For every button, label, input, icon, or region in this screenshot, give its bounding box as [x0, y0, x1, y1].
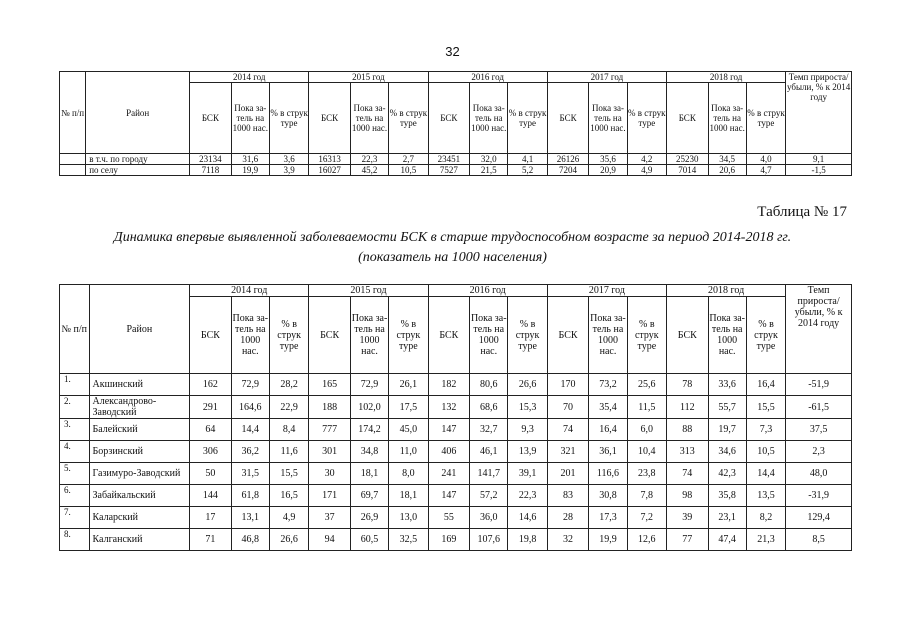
sub-header-structure-pct: % в струк туре	[508, 297, 547, 374]
cell-value: 132	[428, 396, 470, 419]
cell-value: 70	[547, 396, 589, 419]
row-number-empty	[60, 154, 86, 165]
sub-header-structure-pct: % в струк туре	[269, 297, 308, 374]
sub-header-per-1000: Пока за-тель на 1000 нас.	[231, 83, 269, 154]
sub-header-per-1000: Пока за-тель на 1000 нас.	[589, 297, 627, 374]
col-header-number: № п/п	[60, 285, 90, 374]
table-row	[60, 165, 852, 176]
growth-rate-value: 8,5	[786, 529, 852, 551]
cell-value: 69,7	[350, 485, 388, 507]
cell-value: 25230	[667, 154, 709, 165]
cell-value: 17,3	[589, 507, 627, 529]
cell-value: 174,2	[350, 419, 388, 441]
cell-value: 7,2	[627, 507, 666, 529]
table-16-continuation	[59, 71, 852, 176]
cell-value: 18,1	[350, 463, 388, 485]
cell-value: 14,4	[746, 463, 785, 485]
district-name: Калганский	[89, 529, 190, 551]
cell-value: 31,6	[231, 154, 269, 165]
cell-value: 60,5	[350, 529, 388, 551]
cell-value: 19,9	[231, 165, 269, 176]
col-header-year-0: 2014 год	[190, 285, 309, 297]
col-header-number: № п/п	[60, 72, 86, 154]
sub-header-structure-pct: % в струк туре	[269, 83, 308, 154]
cell-value: 4,1	[508, 154, 547, 165]
cell-value: 13,5	[746, 485, 785, 507]
cell-value: 291	[190, 396, 232, 419]
cell-value: 61,8	[231, 485, 269, 507]
row-number: 8.	[60, 529, 90, 551]
cell-value: 26,1	[389, 374, 428, 396]
cell-value: 55	[428, 507, 470, 529]
cell-value: 35,8	[708, 485, 746, 507]
cell-value: 777	[309, 419, 351, 441]
cell-value: 83	[547, 485, 589, 507]
cell-value: 30,8	[589, 485, 627, 507]
district-name: Борзинский	[89, 441, 190, 463]
cell-value: 13,9	[508, 441, 547, 463]
cell-value: 17	[190, 507, 232, 529]
col-header-year-3: 2017 год	[547, 285, 666, 297]
cell-value: 72,9	[231, 374, 269, 396]
col-header-growth-rate: Темп прироста/ убыли, % к 2014 году	[786, 72, 852, 154]
cell-value: 165	[309, 374, 351, 396]
sub-header-bsk: БСК	[667, 83, 709, 154]
sub-header-structure-pct: % в струк туре	[746, 297, 785, 374]
cell-value: 88	[667, 419, 709, 441]
table-row	[60, 485, 852, 507]
table-row	[60, 441, 852, 463]
sub-header-per-1000: Пока за-тель на 1000 нас.	[708, 297, 746, 374]
cell-value: 7014	[667, 165, 709, 176]
cell-value: 406	[428, 441, 470, 463]
cell-value: 94	[309, 529, 351, 551]
cell-value: 321	[547, 441, 589, 463]
sub-header-bsk: БСК	[667, 297, 709, 374]
cell-value: 47,4	[708, 529, 746, 551]
table-label: Таблица № 17	[757, 204, 847, 220]
cell-value: 22,9	[269, 396, 308, 419]
district-name: Акшинский	[89, 374, 190, 396]
district-name: по селу	[86, 165, 190, 176]
table-row	[60, 154, 852, 165]
sub-header-bsk: БСК	[428, 297, 470, 374]
cell-value: 35,6	[589, 154, 627, 165]
cell-value: 64	[190, 419, 232, 441]
sub-header-structure-pct: % в струк туре	[389, 83, 428, 154]
table-row	[60, 419, 852, 441]
sub-header-per-1000: Пока за-тель на 1000 нас.	[708, 83, 746, 154]
district-name: Газимуро-Заводский	[89, 463, 190, 485]
cell-value: 17,5	[389, 396, 428, 419]
cell-value: 71	[190, 529, 232, 551]
sub-header-structure-pct: % в струк туре	[389, 297, 428, 374]
cell-value: 77	[667, 529, 709, 551]
cell-value: 22,3	[350, 154, 388, 165]
cell-value: 32,5	[389, 529, 428, 551]
cell-value: 15,5	[746, 396, 785, 419]
cell-value: 23451	[428, 154, 470, 165]
cell-value: 144	[190, 485, 232, 507]
growth-rate-value: 48,0	[786, 463, 852, 485]
cell-value: 21,5	[470, 165, 508, 176]
cell-value: 102,0	[350, 396, 388, 419]
growth-rate-value: -1,5	[786, 165, 852, 176]
cell-value: 16027	[309, 165, 351, 176]
cell-value: 4,7	[746, 165, 785, 176]
sub-header-per-1000: Пока за-тель на 1000 нас.	[350, 297, 388, 374]
col-header-year-2: 2016 год	[428, 72, 547, 83]
row-number: 7.	[60, 507, 90, 529]
cell-value: 32,0	[470, 154, 508, 165]
table-row	[60, 374, 852, 396]
cell-value: 34,6	[708, 441, 746, 463]
cell-value: 162	[190, 374, 232, 396]
cell-value: 11,5	[627, 396, 666, 419]
cell-value: 16,4	[589, 419, 627, 441]
cell-value: 3,6	[269, 154, 308, 165]
growth-rate-value: 2,3	[786, 441, 852, 463]
cell-value: 73,2	[589, 374, 627, 396]
growth-rate-value: 37,5	[786, 419, 852, 441]
sub-header-bsk: БСК	[428, 83, 470, 154]
cell-value: 45,2	[350, 165, 388, 176]
cell-value: 36,2	[231, 441, 269, 463]
cell-value: 16,4	[746, 374, 785, 396]
cell-value: 16313	[309, 154, 351, 165]
cell-value: 147	[428, 485, 470, 507]
cell-value: 10,4	[627, 441, 666, 463]
col-header-district: Район	[86, 72, 190, 154]
cell-value: 188	[309, 396, 351, 419]
cell-value: 7,8	[627, 485, 666, 507]
sub-header-per-1000: Пока за-тель на 1000 нас.	[350, 83, 388, 154]
sub-header-per-1000: Пока за-тель на 1000 нас.	[470, 297, 508, 374]
cell-value: 4,9	[627, 165, 666, 176]
cell-value: 34,5	[708, 154, 746, 165]
table-row	[60, 507, 852, 529]
sub-header-structure-pct: % в струк туре	[627, 83, 666, 154]
cell-value: 11,0	[389, 441, 428, 463]
district-name: Каларский	[89, 507, 190, 529]
col-header-year-4: 2018 год	[667, 72, 786, 83]
cell-value: 20,6	[708, 165, 746, 176]
growth-rate-value: -31,9	[786, 485, 852, 507]
cell-value: 241	[428, 463, 470, 485]
cell-value: 74	[547, 419, 589, 441]
col-header-year-1: 2015 год	[309, 72, 428, 83]
cell-value: 7204	[547, 165, 589, 176]
district-name: Забайкальский	[89, 485, 190, 507]
cell-value: 10,5	[746, 441, 785, 463]
sub-header-bsk: БСК	[547, 83, 589, 154]
cell-value: 4,9	[269, 507, 308, 529]
cell-value: 26,6	[269, 529, 308, 551]
cell-value: 57,2	[470, 485, 508, 507]
cell-value: 10,5	[389, 165, 428, 176]
cell-value: 72,9	[350, 374, 388, 396]
row-number: 5.	[60, 463, 90, 485]
cell-value: 78	[667, 374, 709, 396]
cell-value: 147	[428, 419, 470, 441]
sub-header-per-1000: Пока за-тель на 1000 нас.	[231, 297, 269, 374]
cell-value: 7118	[190, 165, 232, 176]
sub-header-bsk: БСК	[547, 297, 589, 374]
table-row	[60, 396, 852, 419]
growth-rate-value: 129,4	[786, 507, 852, 529]
table-17	[59, 284, 852, 551]
cell-value: 26,6	[508, 374, 547, 396]
sub-header-bsk: БСК	[309, 297, 351, 374]
cell-value: 4,2	[627, 154, 666, 165]
cell-value: 46,1	[470, 441, 508, 463]
growth-rate-value: -51,9	[786, 374, 852, 396]
caption-line-1: Динамика впервые выявленной заболеваемости БСК в старше трудоспособном возрасте за период 2014-2018 гг.	[113, 230, 792, 245]
sub-header-structure-pct: % в струк туре	[508, 83, 547, 154]
cell-value: 15,5	[269, 463, 308, 485]
district-name: Балейский	[89, 419, 190, 441]
cell-value: 55,7	[708, 396, 746, 419]
row-number: 1.	[60, 374, 90, 396]
cell-value: 22,3	[508, 485, 547, 507]
sub-header-bsk: БСК	[190, 297, 232, 374]
cell-value: 46,8	[231, 529, 269, 551]
cell-value: 23134	[190, 154, 232, 165]
cell-value: 112	[667, 396, 709, 419]
row-number: 6.	[60, 485, 90, 507]
cell-value: 141,7	[470, 463, 508, 485]
cell-value: 50	[190, 463, 232, 485]
cell-value: 36,1	[589, 441, 627, 463]
cell-value: 13,0	[389, 507, 428, 529]
sub-header-bsk: БСК	[190, 83, 232, 154]
cell-value: 26126	[547, 154, 589, 165]
cell-value: 80,6	[470, 374, 508, 396]
cell-value: 116,6	[589, 463, 627, 485]
cell-value: 15,3	[508, 396, 547, 419]
cell-value: 35,4	[589, 396, 627, 419]
cell-value: 313	[667, 441, 709, 463]
cell-value: 2,7	[389, 154, 428, 165]
cell-value: 42,3	[708, 463, 746, 485]
cell-value: 4,0	[746, 154, 785, 165]
cell-value: 3,9	[269, 165, 308, 176]
cell-value: 34,8	[350, 441, 388, 463]
cell-value: 8,4	[269, 419, 308, 441]
cell-value: 39	[667, 507, 709, 529]
cell-value: 164,6	[231, 396, 269, 419]
cell-value: 18,1	[389, 485, 428, 507]
sub-header-bsk: БСК	[309, 83, 351, 154]
cell-value: 36,0	[470, 507, 508, 529]
cell-value: 182	[428, 374, 470, 396]
cell-value: 306	[190, 441, 232, 463]
row-number: 3.	[60, 419, 90, 441]
sub-header-structure-pct: % в струк туре	[746, 83, 785, 154]
sub-header-per-1000: Пока за-тель на 1000 нас.	[470, 83, 508, 154]
cell-value: 19,9	[589, 529, 627, 551]
growth-rate-value: -61,5	[786, 396, 852, 419]
table-row	[60, 463, 852, 485]
page-number: 32	[445, 44, 460, 59]
cell-value: 45,0	[389, 419, 428, 441]
cell-value: 169	[428, 529, 470, 551]
cell-value: 8,2	[746, 507, 785, 529]
cell-value: 74	[667, 463, 709, 485]
cell-value: 32	[547, 529, 589, 551]
cell-value: 31,5	[231, 463, 269, 485]
cell-value: 28,2	[269, 374, 308, 396]
sub-header-structure-pct: % в струк туре	[627, 297, 666, 374]
cell-value: 21,3	[746, 529, 785, 551]
table-caption	[0, 228, 905, 268]
cell-value: 8,0	[389, 463, 428, 485]
cell-value: 26,9	[350, 507, 388, 529]
cell-value: 23,1	[708, 507, 746, 529]
cell-value: 14,6	[508, 507, 547, 529]
row-number: 2.	[60, 396, 90, 419]
cell-value: 32,7	[470, 419, 508, 441]
cell-value: 201	[547, 463, 589, 485]
cell-value: 9,3	[508, 419, 547, 441]
growth-rate-value: 9,1	[786, 154, 852, 165]
cell-value: 6,0	[627, 419, 666, 441]
col-header-year-1: 2015 год	[309, 285, 428, 297]
row-number-empty	[60, 165, 86, 176]
col-header-year-3: 2017 год	[547, 72, 666, 83]
cell-value: 301	[309, 441, 351, 463]
cell-value: 19,8	[508, 529, 547, 551]
caption-line-2: (показатель на 1000 населения)	[358, 250, 547, 265]
cell-value: 12,6	[627, 529, 666, 551]
row-number: 4.	[60, 441, 90, 463]
cell-value: 37	[309, 507, 351, 529]
cell-value: 107,6	[470, 529, 508, 551]
cell-value: 19,7	[708, 419, 746, 441]
cell-value: 11,6	[269, 441, 308, 463]
cell-value: 28	[547, 507, 589, 529]
district-name: в т.ч. по городу	[86, 154, 190, 165]
cell-value: 14,4	[231, 419, 269, 441]
cell-value: 20,9	[589, 165, 627, 176]
cell-value: 170	[547, 374, 589, 396]
cell-value: 98	[667, 485, 709, 507]
col-header-year-0: 2014 год	[190, 72, 309, 83]
table-row	[60, 529, 852, 551]
col-header-year-2: 2016 год	[428, 285, 547, 297]
cell-value: 23,8	[627, 463, 666, 485]
sub-header-per-1000: Пока за-тель на 1000 нас.	[589, 83, 627, 154]
district-name: Александрово-Заводский	[89, 396, 190, 419]
cell-value: 7,3	[746, 419, 785, 441]
cell-value: 7527	[428, 165, 470, 176]
cell-value: 16,5	[269, 485, 308, 507]
col-header-year-4: 2018 год	[667, 285, 786, 297]
cell-value: 30	[309, 463, 351, 485]
cell-value: 39,1	[508, 463, 547, 485]
cell-value: 171	[309, 485, 351, 507]
cell-value: 5,2	[508, 165, 547, 176]
cell-value: 33,6	[708, 374, 746, 396]
cell-value: 25,6	[627, 374, 666, 396]
col-header-district: Район	[89, 285, 190, 374]
col-header-growth-rate: Темп прироста/ убыли, % к 2014 году	[786, 285, 852, 374]
cell-value: 13,1	[231, 507, 269, 529]
cell-value: 68,6	[470, 396, 508, 419]
